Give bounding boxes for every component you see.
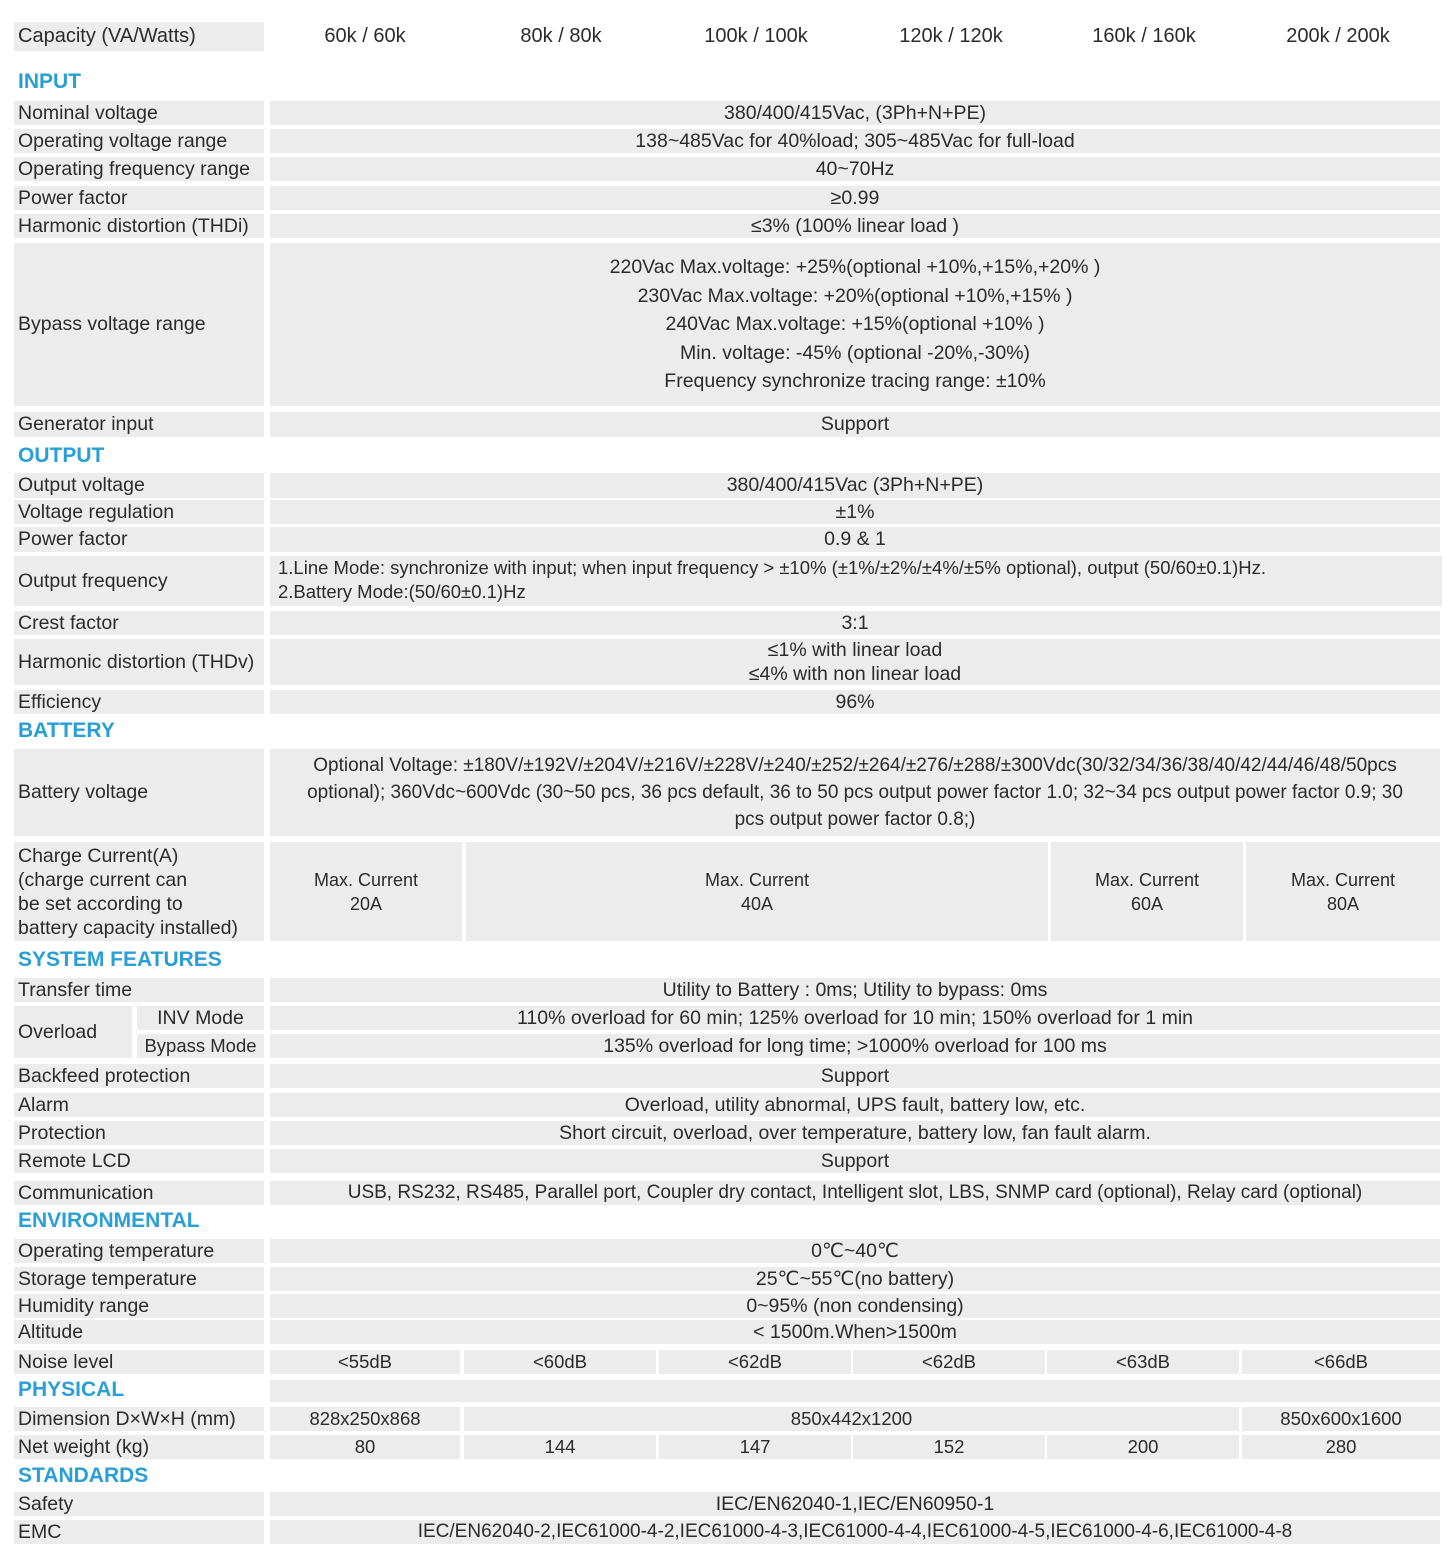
charge-current-line: Max. Current bbox=[704, 869, 810, 890]
voltage-regulation-label: Voltage regulation bbox=[14, 500, 264, 524]
humidity-value: 0~95% (non condensing) bbox=[270, 1294, 1440, 1318]
noise-level-value: <66dB bbox=[1242, 1350, 1440, 1374]
section-output: OUTPUT bbox=[18, 444, 105, 467]
emc-value: IEC/EN62040-2,IEC61000-4-2,IEC61000-4-3,IEC61000-4-4,IEC61000-4-5,IEC61000-4-6,IEC61000-4-8 bbox=[270, 1520, 1440, 1544]
charge-current-value: 80A bbox=[1326, 893, 1360, 914]
bypass-line: 220Vac Max.voltage: +25%(optional +10%,+15%,+20% ) bbox=[609, 256, 1101, 279]
net-weight-value: 280 bbox=[1242, 1435, 1440, 1459]
dimension-value: 850x442x1200 bbox=[464, 1407, 1239, 1431]
charge-current-line: Max. Current bbox=[1290, 869, 1396, 890]
charge-current-line: Max. Current bbox=[313, 869, 419, 890]
charge-current-cell bbox=[1246, 842, 1440, 941]
protection-label: Protection bbox=[14, 1121, 264, 1145]
dimension-value: 828x250x868 bbox=[270, 1407, 460, 1431]
output-power-factor-value: 0.9 & 1 bbox=[270, 527, 1440, 552]
noise-level-value: <63dB bbox=[1047, 1350, 1239, 1374]
thdv-value bbox=[270, 639, 1440, 685]
model-120k: 120k / 120k bbox=[899, 25, 1003, 47]
section-input: INPUT bbox=[18, 70, 81, 93]
communication-label: Communication bbox=[14, 1181, 264, 1205]
thdv-line: ≤1% with linear load bbox=[767, 639, 943, 661]
section-system-features: SYSTEM FEATURES bbox=[18, 948, 222, 971]
model-160k: 160k / 160k bbox=[1092, 25, 1196, 47]
charge-current-label-line: battery capacity installed) bbox=[18, 916, 239, 939]
thdi-value: ≤3% (100% linear load ) bbox=[270, 214, 1440, 238]
inv-mode-label: INV Mode bbox=[137, 1006, 264, 1030]
battery-voltage-value: Optional Voltage: ±180V/±192V/±204V/±216V/±228V/±240/±252/±264/±276/±288/±300Vdc(30/32/34/36/38/40/42/44/46/48/50pcs optional); 360Vdc~600Vdc (30~50 pcs, 36 pcs default, 36 to 50 pcs output power factor 1.0; 32~34 pcs output power factor 0.9; 30 pcs output power factor 0.8;) bbox=[270, 749, 1440, 836]
thdv-line: ≤4% with non linear load bbox=[748, 663, 962, 685]
net-weight-value: 152 bbox=[853, 1435, 1045, 1459]
operating-temperature-value: 0℃~40℃ bbox=[270, 1239, 1440, 1263]
output-voltage-value: 380/400/415Vac (3Ph+N+PE) bbox=[270, 473, 1440, 498]
efficiency-label: Efficiency bbox=[14, 690, 264, 714]
efficiency-value: 96% bbox=[270, 690, 1440, 714]
charge-current-cell bbox=[270, 842, 462, 941]
input-power-factor-label: Power factor bbox=[14, 186, 264, 210]
net-weight-value: 144 bbox=[464, 1435, 656, 1459]
charge-current-label-line: (charge current can bbox=[18, 868, 188, 891]
alarm-value: Overload, utility abnormal, UPS fault, battery low, etc. bbox=[270, 1093, 1440, 1117]
humidity-label: Humidity range bbox=[14, 1294, 264, 1318]
output-voltage-label: Output voltage bbox=[14, 473, 264, 498]
physical-header-bar bbox=[270, 1380, 1440, 1402]
section-environmental: ENVIRONMENTAL bbox=[18, 1209, 200, 1232]
net-weight-value: 147 bbox=[659, 1435, 851, 1459]
generator-input-label: Generator input bbox=[14, 412, 264, 437]
noise-level-value: <55dB bbox=[270, 1350, 460, 1374]
bypass-line: Frequency synchronize tracing range: ±10% bbox=[664, 370, 1046, 393]
safety-label: Safety bbox=[14, 1492, 264, 1516]
charge-current-line: Max. Current bbox=[1094, 869, 1200, 890]
charge-current-label-line: Charge Current(A) bbox=[18, 844, 179, 867]
output-frequency-label: Output frequency bbox=[14, 556, 264, 606]
operating-voltage-range-label: Operating voltage range bbox=[14, 129, 264, 153]
charge-current-value: 20A bbox=[349, 893, 383, 914]
operating-frequency-range-value: 40~70Hz bbox=[270, 157, 1440, 181]
storage-temperature-label: Storage temperature bbox=[14, 1267, 264, 1291]
alarm-label: Alarm bbox=[14, 1093, 264, 1117]
remote-lcd-value: Support bbox=[270, 1149, 1440, 1173]
bypass-mode-value: 135% overload for long time; >1000% overload for 100 ms bbox=[270, 1034, 1440, 1058]
section-battery: BATTERY bbox=[18, 719, 115, 742]
model-60k: 60k / 60k bbox=[324, 25, 406, 47]
altitude-label: Altitude bbox=[14, 1320, 264, 1344]
operating-frequency-range-label: Operating frequency range bbox=[14, 157, 264, 181]
backfeed-value: Support bbox=[270, 1064, 1440, 1088]
capacity-label: Capacity (VA/Watts) bbox=[14, 22, 264, 51]
thdi-label: Harmonic distortion (THDi) bbox=[14, 214, 264, 238]
noise-level-label: Noise level bbox=[14, 1350, 264, 1374]
overload-label: Overload bbox=[14, 1006, 132, 1058]
storage-temperature-value: 25℃~55℃(no battery) bbox=[270, 1267, 1440, 1291]
noise-level-value: <62dB bbox=[853, 1350, 1045, 1374]
model-80k: 80k / 80k bbox=[520, 25, 602, 47]
net-weight-value: 200 bbox=[1047, 1435, 1239, 1459]
charge-current-value: 60A bbox=[1130, 893, 1164, 914]
nominal-voltage-value: 380/400/415Vac, (3Ph+N+PE) bbox=[270, 101, 1440, 125]
bypass-line: 230Vac Max.voltage: +20%(optional +10%,+15% ) bbox=[637, 284, 1073, 307]
remote-lcd-label: Remote LCD bbox=[14, 1149, 264, 1173]
model-200k: 200k / 200k bbox=[1286, 25, 1390, 47]
bypass-voltage-range-value bbox=[270, 243, 1440, 406]
input-power-factor-value: ≥0.99 bbox=[270, 186, 1440, 210]
charge-current-label bbox=[14, 842, 264, 941]
output-frequency-value bbox=[270, 556, 1442, 606]
charge-current-value: 40A bbox=[740, 893, 774, 914]
noise-level-value: <60dB bbox=[464, 1350, 656, 1374]
bypass-line: 240Vac Max.voltage: +15%(optional +10% ) bbox=[665, 313, 1045, 336]
battery-voltage-label: Battery voltage bbox=[14, 749, 264, 836]
voltage-regulation-value: ±1% bbox=[270, 500, 1440, 524]
generator-input-value: Support bbox=[270, 412, 1440, 437]
dimension-value: 850x600x1600 bbox=[1242, 1407, 1440, 1431]
transfer-time-label: Transfer time bbox=[14, 978, 264, 1002]
protection-value: Short circuit, overload, over temperature, battery low, fan fault alarm. bbox=[270, 1121, 1440, 1145]
operating-voltage-range-value: 138~485Vac for 40%load; 305~485Vac for full-load bbox=[270, 129, 1440, 153]
altitude-value: < 1500m.When>1500m bbox=[270, 1320, 1440, 1344]
thdv-label: Harmonic distortion (THDv) bbox=[14, 639, 264, 685]
model-100k: 100k / 100k bbox=[704, 25, 808, 47]
charge-current-label-line: be set according to bbox=[18, 892, 183, 915]
inv-mode-value: 110% overload for 60 min; 125% overload for 10 min; 150% overload for 1 min bbox=[270, 1006, 1440, 1030]
section-standards: STANDARDS bbox=[18, 1464, 149, 1487]
output-frequency-line: 1.Line Mode: synchronize with input; when input frequency > ±10% (±1%/±2%/±4%/±5% optional), output (50/60±0.1)Hz. bbox=[278, 557, 1267, 578]
crest-factor-label: Crest factor bbox=[14, 611, 264, 635]
net-weight-label: Net weight (kg) bbox=[14, 1435, 264, 1459]
backfeed-label: Backfeed protection bbox=[14, 1064, 264, 1088]
operating-temperature-label: Operating temperature bbox=[14, 1239, 264, 1263]
section-physical: PHYSICAL bbox=[18, 1378, 125, 1401]
safety-value: IEC/EN62040-1,IEC/EN60950-1 bbox=[270, 1492, 1440, 1516]
charge-current-cell bbox=[466, 842, 1048, 941]
output-frequency-line: 2.Battery Mode:(50/60±0.1)Hz bbox=[278, 581, 526, 602]
communication-value: USB, RS232, RS485, Parallel port, Coupler dry contact, Intelligent slot, LBS, SNMP card (optional), Relay card (optional) bbox=[270, 1181, 1440, 1205]
net-weight-value: 80 bbox=[270, 1435, 460, 1459]
bypass-line: Min. voltage: -45% (optional -20%,-30%) bbox=[679, 341, 1031, 364]
charge-current-cell bbox=[1051, 842, 1243, 941]
output-power-factor-label: Power factor bbox=[14, 527, 264, 552]
bypass-voltage-range-label: Bypass voltage range bbox=[14, 243, 264, 406]
dimension-label: Dimension D×W×H (mm) bbox=[14, 1407, 264, 1431]
noise-level-value: <62dB bbox=[659, 1350, 851, 1374]
bypass-mode-label: Bypass Mode bbox=[137, 1034, 264, 1058]
crest-factor-value: 3:1 bbox=[270, 611, 1440, 635]
emc-label: EMC bbox=[14, 1520, 264, 1544]
nominal-voltage-label: Nominal voltage bbox=[14, 101, 264, 125]
transfer-time-value: Utility to Battery : 0ms; Utility to bypass: 0ms bbox=[270, 978, 1440, 1002]
